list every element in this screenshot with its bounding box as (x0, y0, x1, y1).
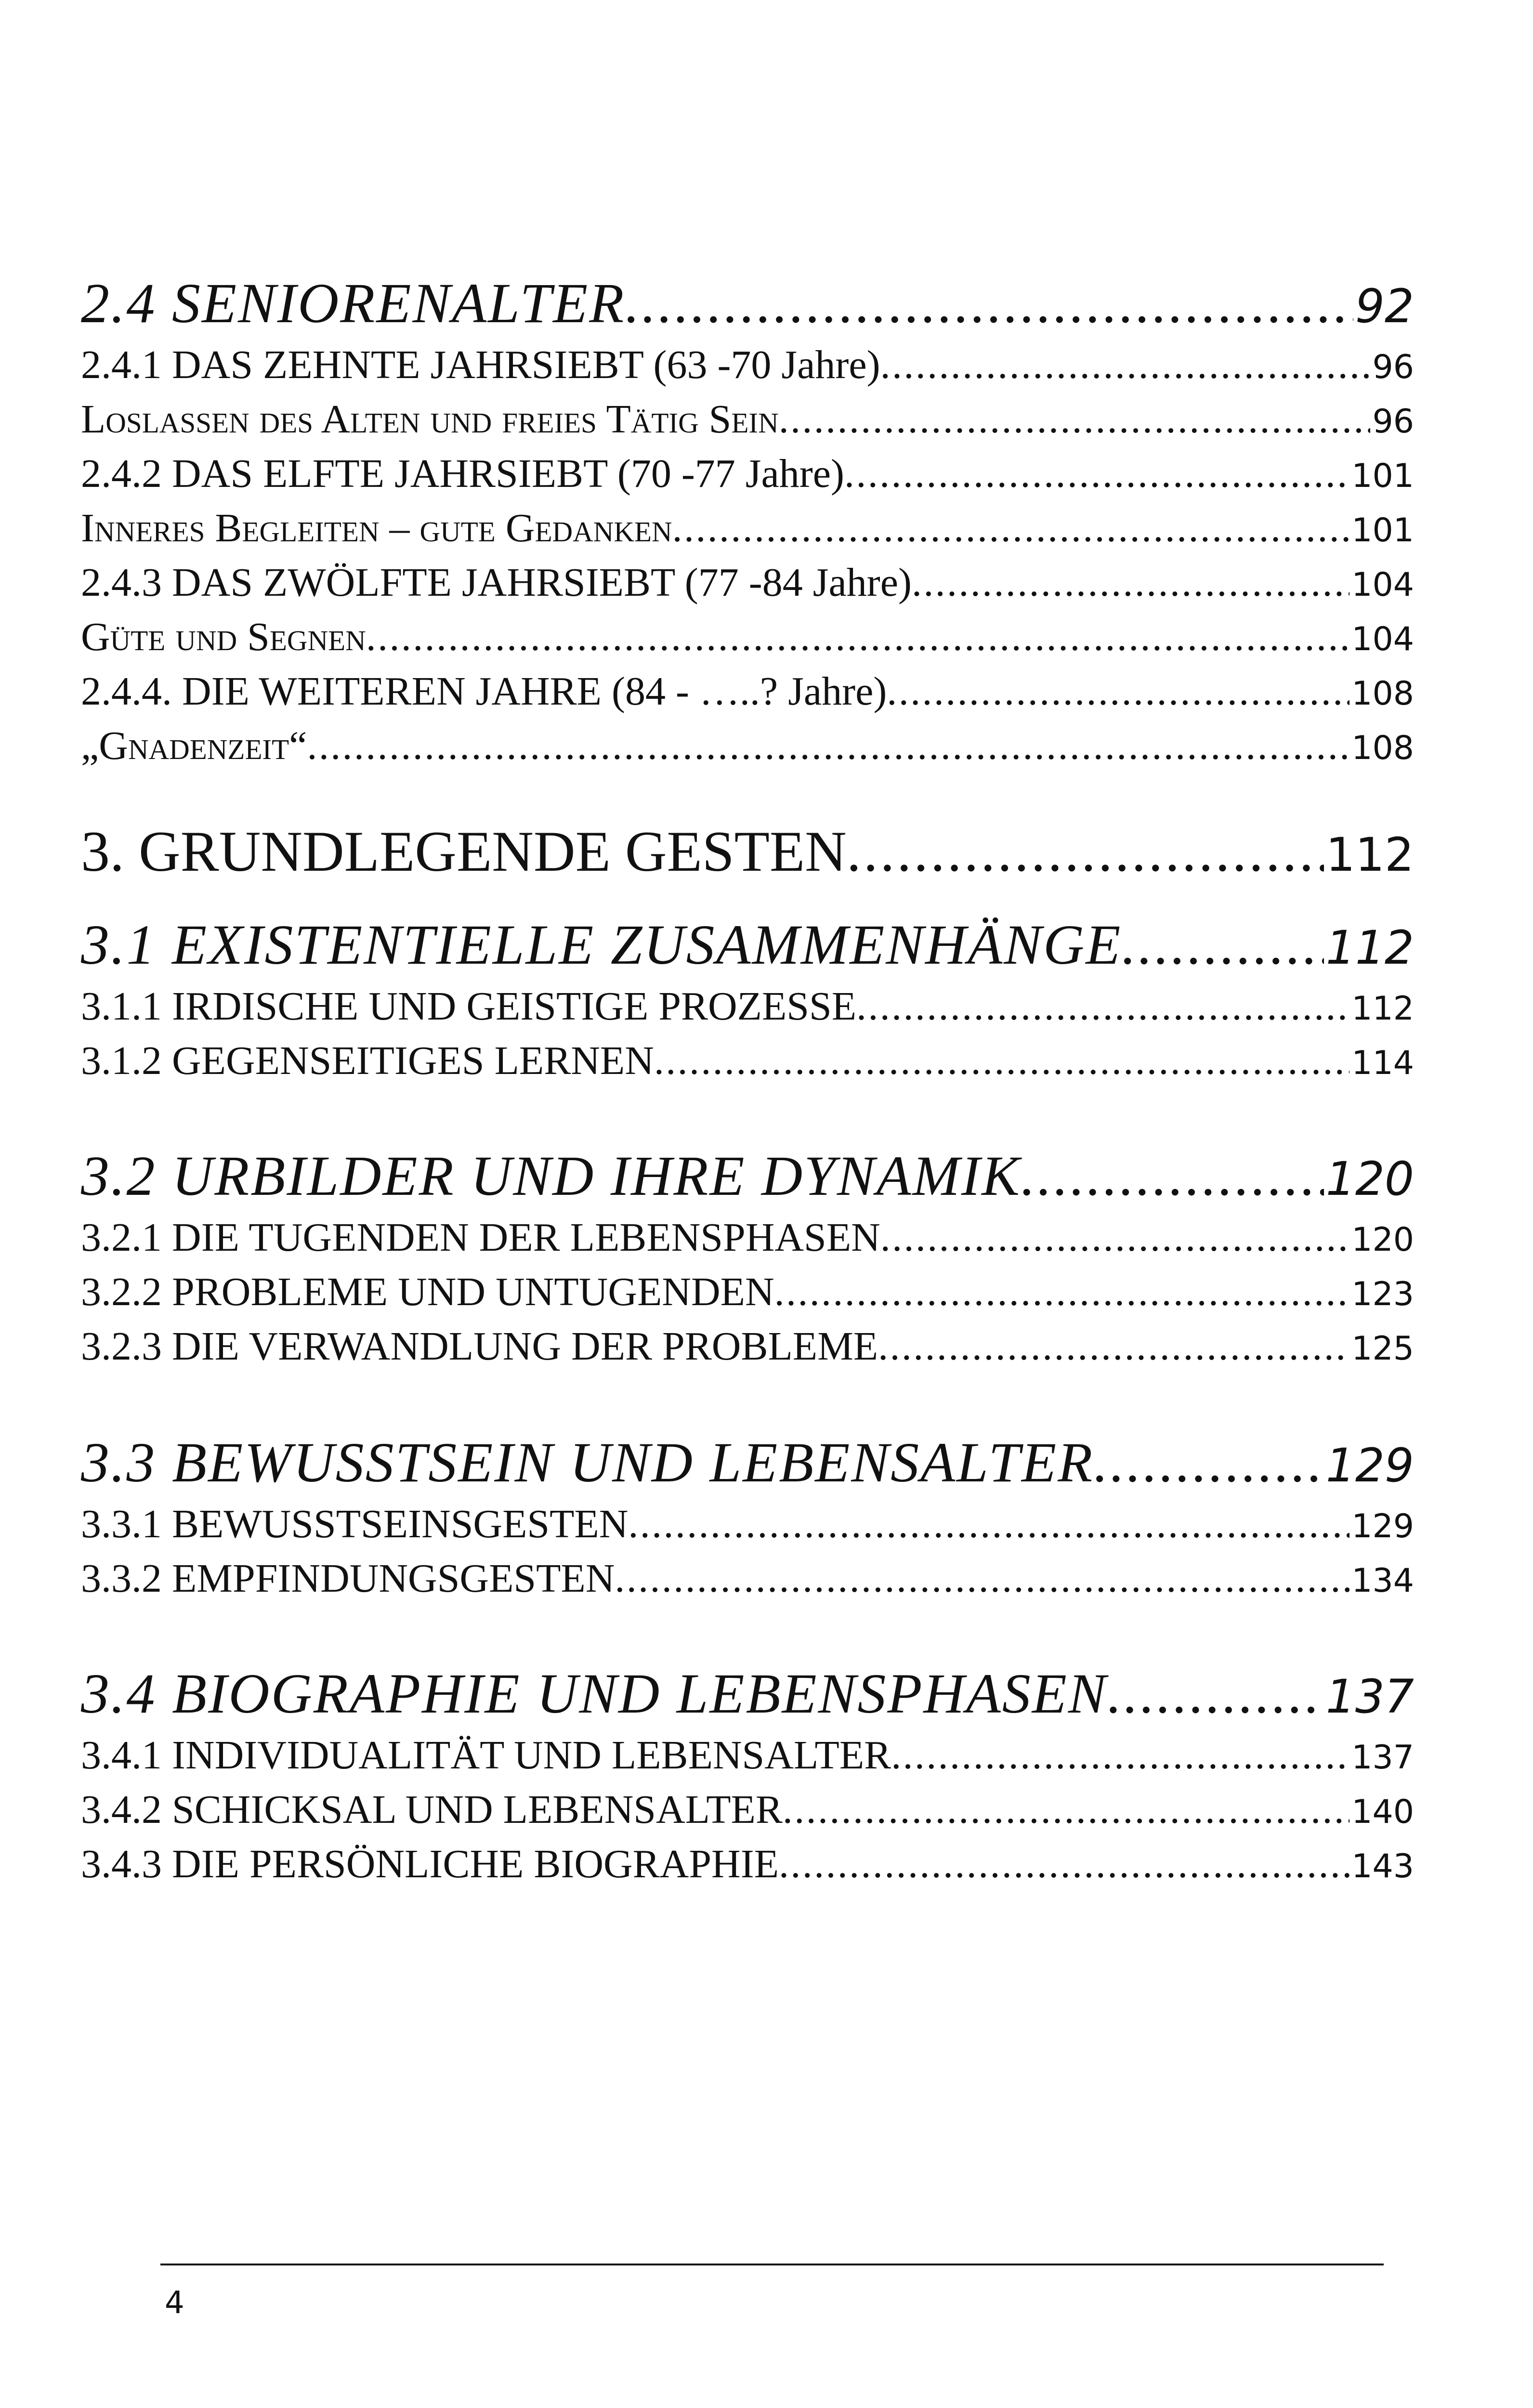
toc-entry-title: 3. GRUNDLEGENDE GESTEN (81, 819, 847, 883)
toc-entry-page: 123 (1351, 1275, 1414, 1313)
toc-entry-title: 2.4 SENIORENALTER (81, 272, 626, 335)
toc-entry-section[interactable] (81, 267, 1414, 340)
toc-entry-title: 3.1.1 IRDISCHE UND GEISTIGE PROZESSE (81, 984, 857, 1029)
toc-entry-page: 112 (1351, 990, 1414, 1028)
toc-entry-page: 101 (1351, 511, 1414, 550)
toc-entry-title: 2.4.4. DIE WEITEREN JAHRE (84 - …..? Jahre) (81, 669, 887, 714)
toc-leader-dots (615, 1552, 1350, 1606)
toc-entry-page: 92 (1355, 279, 1414, 333)
toc-leader-dots (844, 447, 1350, 501)
toc-entry-page: 112 (1325, 921, 1414, 975)
toc-entry-page: 140 (1351, 1793, 1414, 1831)
toc-entry-subsection[interactable] (81, 447, 1414, 501)
toc-entry-caption[interactable] (81, 501, 1414, 555)
toc-entry-title: 3.4.2 SCHICKSAL UND LEBENSALTER (81, 1787, 783, 1832)
toc-entry-title: 3.2.3 DIE VERWANDLUNG DER PROBLEME (81, 1324, 878, 1369)
footer-divider (160, 2264, 1384, 2265)
toc-leader-dots (1094, 1426, 1324, 1499)
toc-leader-dots (774, 1265, 1350, 1319)
toc-leader-dots (625, 267, 1353, 340)
toc-entry-page: 125 (1351, 1330, 1414, 1368)
toc-entry-title: Loslassen des Alten und freies Tätig Sein (81, 397, 779, 442)
page-number: 4 (165, 2285, 184, 2321)
toc-leader-dots (628, 1497, 1350, 1551)
toc-entry-subsection[interactable] (81, 1034, 1414, 1088)
toc-entry-title: 3.1 EXISTENTIELLE ZUSAMMENHÄNGE (81, 913, 1122, 976)
toc-entry-subsection[interactable] (81, 1783, 1414, 1837)
toc-leader-dots (783, 1783, 1350, 1837)
toc-entry-subsection[interactable] (81, 980, 1414, 1034)
toc-leader-dots (366, 610, 1350, 664)
toc-leader-dots (887, 665, 1350, 719)
toc-entry-page: 120 (1351, 1221, 1414, 1259)
toc-entry-page: 137 (1351, 1739, 1414, 1777)
toc-entry-page: 104 (1351, 620, 1414, 658)
toc-leader-dots (779, 1837, 1350, 1891)
toc-leader-dots (1021, 1140, 1324, 1212)
toc-leader-dots (880, 338, 1371, 392)
toc-entry-title: 2.4.3 DAS ZWÖLFTE JAHRSIEBT (77 -84 Jahre) (81, 560, 912, 605)
toc-entry-title: Inneres Begleiten – gute Gedanken (81, 506, 672, 550)
toc-leader-dots (891, 1728, 1350, 1782)
toc-entry-page: 129 (1351, 1507, 1414, 1545)
toc-entry-subsection[interactable] (81, 665, 1414, 719)
toc-entry-title: 3.3.2 EMPFINDUNGSGESTEN (81, 1556, 615, 1601)
toc-entry-subsection[interactable] (81, 1728, 1414, 1782)
toc-entry-chapter[interactable] (81, 815, 1414, 888)
toc-entry-title: 3.4.1 INDIVIDUALITÄT UND LEBENSALTER (81, 1733, 891, 1778)
toc-entry-subsection[interactable] (81, 556, 1414, 610)
toc-entry-page: 143 (1351, 1847, 1414, 1885)
toc-entry-title: 3.2.1 DIE TUGENDEN DER LEBENSPHASEN (81, 1215, 880, 1260)
toc-entry-title: 3.2 URBILDER UND IHRE DYNAMIK (81, 1144, 1021, 1207)
toc-entry-page: 104 (1351, 566, 1414, 604)
toc-entry-page: 137 (1325, 1670, 1414, 1724)
toc-entry-page: 112 (1325, 828, 1414, 882)
toc-entry-title: 3.1.2 GEGENSEITIGES LERNEN (81, 1038, 654, 1083)
toc-entry-page: 134 (1351, 1562, 1414, 1600)
toc-entry-page: 96 (1372, 403, 1414, 441)
toc-entry-section[interactable] (81, 909, 1414, 981)
toc-entry-section[interactable] (81, 1140, 1414, 1212)
toc-entry-title: 3.3 BEWUSSTSEIN UND LEBENSALTER (81, 1431, 1094, 1494)
toc-leader-dots (307, 719, 1350, 773)
toc-entry-title: 3.4 BIOGRAPHIE UND LEBENSPHASEN (81, 1662, 1108, 1725)
toc-leader-dots (1108, 1658, 1324, 1730)
toc-entry-page: 129 (1325, 1439, 1414, 1492)
toc-entry-subsection[interactable] (81, 1837, 1414, 1891)
toc-leader-dots (847, 815, 1324, 888)
toc-entry-caption[interactable] (81, 610, 1414, 664)
toc-leader-dots (856, 980, 1350, 1034)
toc-leader-dots (672, 501, 1350, 555)
toc-entry-subsection[interactable] (81, 1497, 1414, 1551)
toc-entry-title-text: 2.4.1 DAS ZEHNTE JAHRSIEBT (63 -70 Jahre) (81, 342, 880, 387)
toc-leader-dots (654, 1034, 1350, 1088)
toc-leader-dots (912, 556, 1350, 610)
toc-leader-dots (880, 1211, 1350, 1265)
toc-entry-page: 120 (1325, 1152, 1414, 1206)
toc-entry-page: 96 (1372, 348, 1414, 386)
toc-leader-dots (1122, 909, 1323, 981)
toc-entry-subsection[interactable] (81, 338, 1414, 392)
toc-entry-subsection[interactable] (81, 1552, 1414, 1606)
toc-leader-dots (779, 393, 1371, 446)
toc-leader-dots (878, 1320, 1350, 1374)
toc-entry-title: 3.4.3 DIE PERSÖNLICHE BIOGRAPHIE (81, 1842, 779, 1886)
toc-entry-subsection[interactable] (81, 1320, 1414, 1374)
toc-entry-section[interactable] (81, 1426, 1414, 1499)
toc-entry-section[interactable] (81, 1658, 1414, 1730)
toc-entry-subsection[interactable] (81, 1211, 1414, 1265)
toc-entry-page: 108 (1351, 729, 1414, 767)
toc-entry-title: 2.4.2 DAS ELFTE JAHRSIEBT (70 -77 Jahre) (81, 451, 845, 496)
toc-entry-title: 3.3.1 BEWUSSTSEINSGESTEN (81, 1502, 629, 1546)
toc-entry-title: „Gnadenzeit“ (81, 723, 307, 768)
toc-entry-title: Güte und Segnen (81, 615, 366, 659)
toc-entry-caption[interactable] (81, 393, 1414, 446)
toc-entry-page: 108 (1351, 675, 1414, 713)
toc-entry-page: 114 (1351, 1044, 1414, 1082)
toc-entry-subsection[interactable] (81, 1265, 1414, 1319)
toc-entry-caption[interactable] (81, 719, 1414, 773)
toc-entry-title: 3.2.2 PROBLEME UND UNTUGENDEN (81, 1269, 774, 1314)
toc-entry-page: 101 (1351, 457, 1414, 495)
toc-entry-title (81, 338, 880, 392)
